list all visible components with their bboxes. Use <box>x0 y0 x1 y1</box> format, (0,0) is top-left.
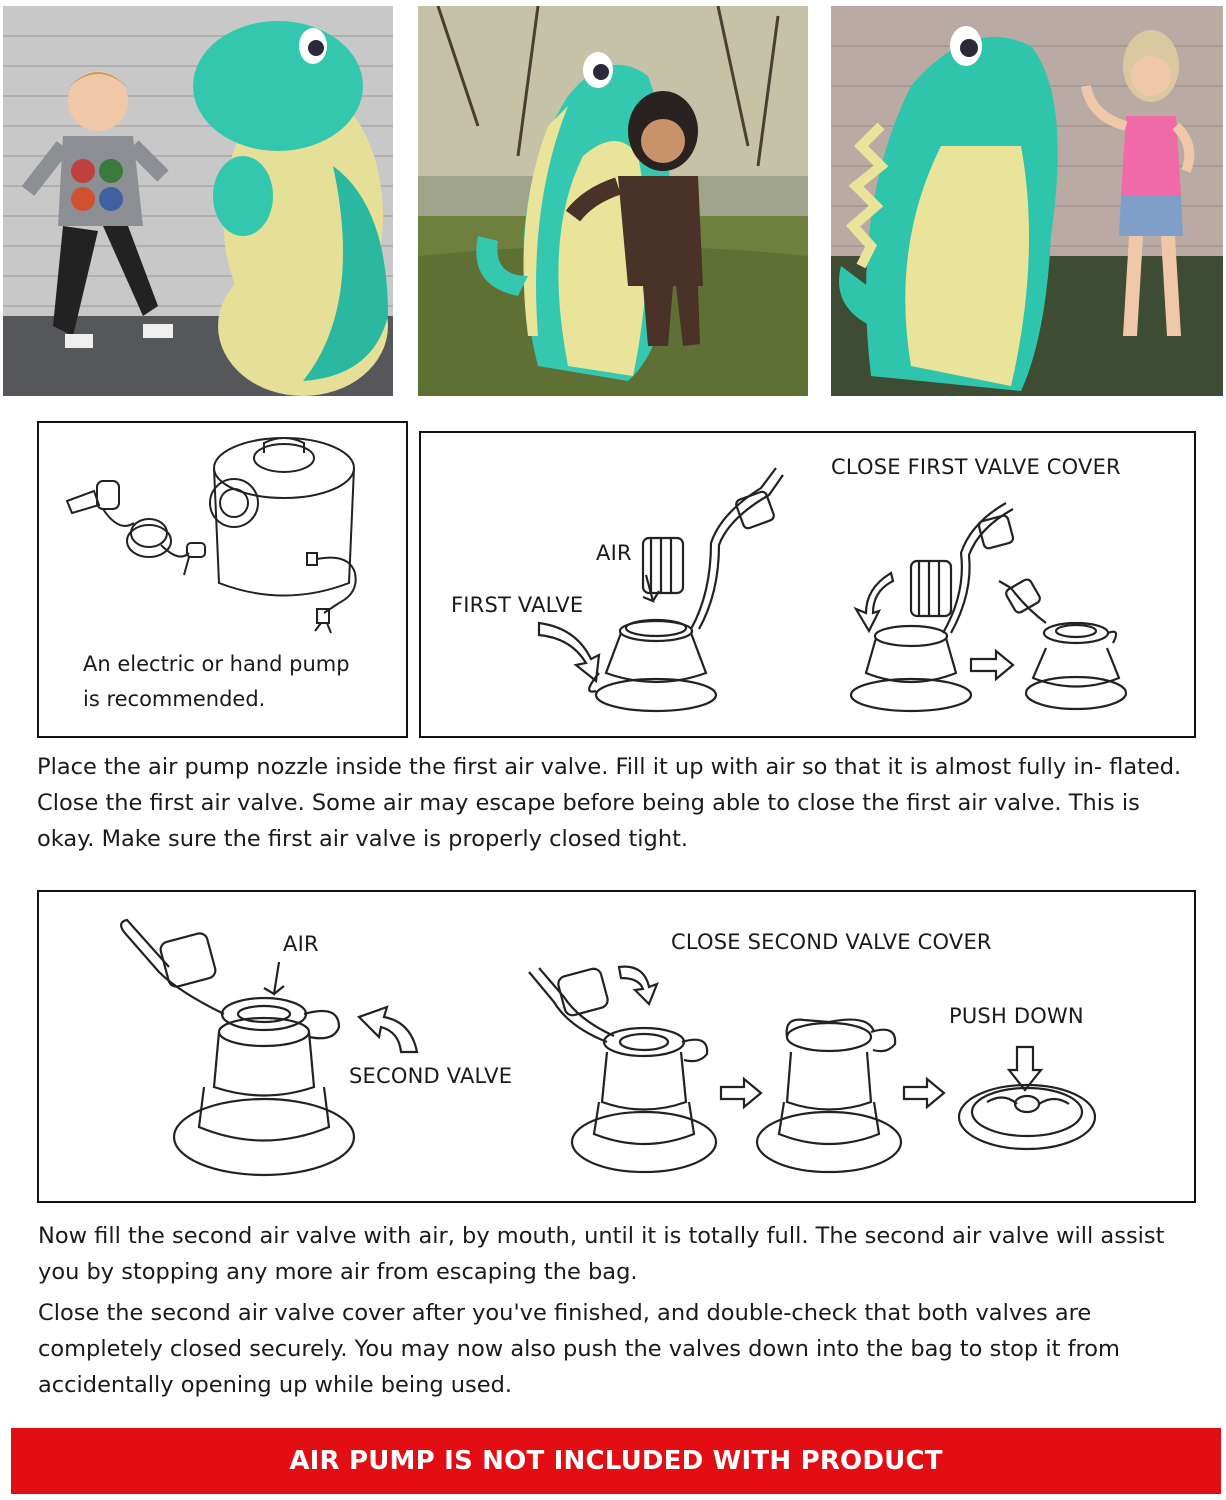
instructions-second-valve: Now fill the second air valve with air, by mouth, until it is totally full. The second air valve will assist you by stopping any more air from escaping the bag. <box>38 1223 1165 1285</box>
instructions-first-valve: Place the air pump nozzle inside the first air valve. Fill it up with air so that it is almost fully in- flated. Close the first air valve. Some air may escape before being able to close the first air valve. This is okay. Make sure the first air valve is properly closed tight. <box>37 754 1182 852</box>
first-valve-label: FIRST VALVE <box>451 593 584 617</box>
air-label: AIR <box>596 541 632 565</box>
close-first-valve-cover-label: CLOSE FIRST VALVE COVER <box>831 455 1121 479</box>
photo-girl-posing-dino <box>831 6 1223 396</box>
close-second-valve-cover-label: CLOSE SECOND VALVE COVER <box>671 930 992 954</box>
push-down-label: PUSH DOWN <box>949 1004 1084 1028</box>
air-label-second: AIR <box>283 932 319 956</box>
instructions-close-cover: Close the second air valve cover after you've finished, and double-check that both valves are completely closed securely. You may now also push the valves down into the bag to stop it from accidentally opening up while being used. <box>38 1300 1120 1398</box>
photo-boy-kicking-dino <box>3 6 393 396</box>
second-valve-illustration <box>39 892 1194 1201</box>
air-pump-not-included-banner: AIR PUMP IS NOT INCLUDED WITH PRODUCT <box>11 1428 1221 1494</box>
second-valve-label: SECOND VALVE <box>349 1064 513 1088</box>
photo-child-hugging-dino <box>418 6 808 396</box>
second-valve-panel <box>37 890 1196 1203</box>
pump-caption-line2: is recommended. <box>83 687 266 711</box>
pump-caption <box>83 647 413 717</box>
pump-caption-line1: An electric or hand pump <box>83 652 350 676</box>
first-valve-panel <box>419 431 1196 738</box>
pump-recommendation-panel <box>37 421 408 738</box>
